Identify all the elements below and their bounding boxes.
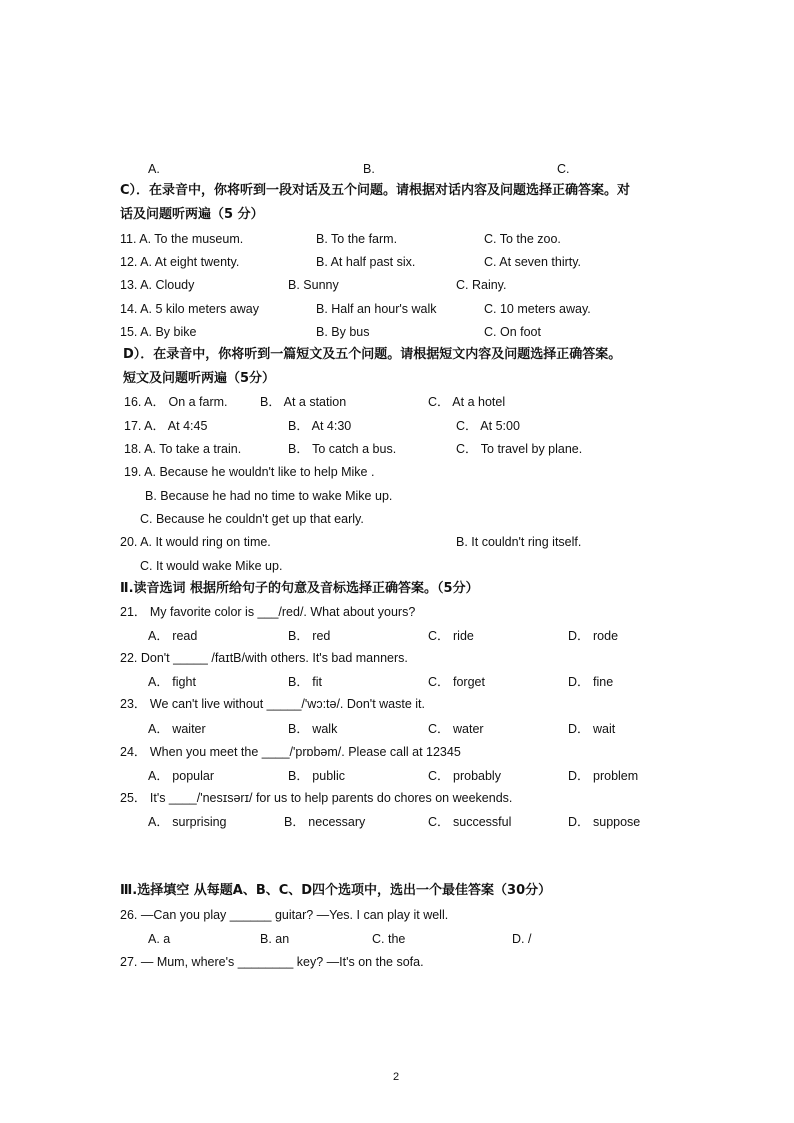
q23-option-a: A． waiter — [148, 722, 206, 736]
q19-option-c: C. Because he couldn't get up that early. — [140, 512, 364, 526]
q21-option-b: B． red — [288, 629, 331, 643]
q12-option-b: B. At half past six. — [316, 255, 416, 269]
q24-option-b: B． public — [288, 769, 345, 783]
q23-option-b: B． walk — [288, 722, 338, 736]
q13-option-b: B. Sunny — [288, 278, 339, 292]
q21-option-c: C． ride — [428, 629, 474, 643]
q16-option-c: C． At a hotel — [428, 395, 506, 409]
q25-option-a: A． surprising — [148, 815, 227, 829]
q13-option-c: C. Rainy. — [456, 278, 507, 292]
q14-option-b: B. Half an hour's walk — [316, 302, 437, 316]
q11-option-b: B. To the farm. — [316, 232, 398, 246]
q24-option-d: D． problem — [568, 769, 639, 783]
section-c-instruction-cont: 话及问题听两遍（5 分） — [120, 207, 264, 222]
q22-stem: 22. Don't _____ /faɪtB/with others. It's bad manners. — [120, 651, 408, 665]
q22-option-c: C． forget — [428, 675, 485, 689]
q26-option-d: D. / — [512, 932, 532, 946]
q22-option-a: A． fight — [148, 675, 196, 689]
page-number: 2 — [393, 1071, 400, 1083]
q17-option-c: C． At 5:00 — [456, 419, 520, 433]
q20-option-c: C. It would wake Mike up. — [140, 559, 283, 573]
q21-option-d: D． rode — [568, 629, 619, 643]
q15-option-b: B. By bus — [316, 325, 370, 339]
q27-stem: 27. — Mum, where's ________ key? —It's on the sofa. — [120, 955, 424, 969]
q26-option-a: A. a — [148, 932, 171, 946]
q24-option-a: A． popular — [148, 769, 215, 783]
q26-stem: 26. —Can you play ______ guitar? —Yes. I can play it well. — [120, 908, 449, 922]
section-d-instruction-cont: 短文及问题听两遍（5分） — [123, 371, 276, 386]
q21-stem: 21． My favorite color is ___/red/. What about yours? — [120, 605, 416, 619]
option-c-label: C. — [557, 162, 570, 176]
q19-option-a: 19. A. Because he wouldn't like to help Mike . — [124, 465, 375, 479]
q25-option-c: C． successful — [428, 815, 512, 829]
q21-option-a: A． read — [148, 629, 198, 643]
q23-stem: 23． We can't live without _____/'wɔ:tə/. Don't waste it. — [120, 697, 425, 711]
q14-option-c: C. 10 meters away. — [484, 302, 591, 316]
q24-stem: 24． When you meet the ____/'prɒbəm/. Please call at 12345 — [120, 745, 461, 759]
q14-option-a: 14. A. 5 kilo meters away — [120, 302, 259, 316]
option-b-label: B. — [363, 162, 375, 176]
q16-option-a: 16. A． On a farm. — [124, 395, 228, 409]
q18-option-a: 18. A. To take a train. — [124, 442, 242, 456]
q13-option-a: 13. A. Cloudy — [120, 278, 195, 292]
q16-option-b: B． At a station — [260, 395, 347, 409]
q26-option-c: C. the — [372, 932, 406, 946]
q19-option-b: B. Because he had no time to wake Mike up. — [145, 489, 393, 503]
q25-option-d: D． suppose — [568, 815, 641, 829]
q20-option-b: B. It couldn't ring itself. — [456, 535, 582, 549]
q23-option-c: C． water — [428, 722, 484, 736]
q24-option-c: C． probably — [428, 769, 501, 783]
q11-option-c: C. To the zoo. — [484, 232, 561, 246]
section-d-instruction: D）．在录音中，你将听到一篇短文及五个问题。请根据短文内容及问题选择正确答案。 — [123, 347, 622, 362]
q17-option-a: 17. A． At 4:45 — [124, 419, 208, 433]
q12-option-c: C. At seven thirty. — [484, 255, 582, 269]
q11-option-a: 11. A. To the museum. — [120, 232, 244, 246]
q22-option-d: D． fine — [568, 675, 614, 689]
section-2-heading: Ⅱ.读音选词 根据所给句子的句意及音标选择正确答案。（5分） — [120, 581, 479, 596]
q12-option-a: 12. A. At eight twenty. — [120, 255, 240, 269]
q15-option-a: 15. A. By bike — [120, 325, 197, 339]
q18-option-c: C． To travel by plane. — [456, 442, 583, 456]
q22-option-b: B． fit — [288, 675, 323, 689]
section-3-heading: Ⅲ.选择填空 从每题A、B、C、D四个选项中，选出一个最佳答案（30分） — [120, 883, 552, 898]
q17-option-b: B． At 4:30 — [288, 419, 352, 433]
q18-option-b: B． To catch a bus. — [288, 442, 397, 456]
q26-option-b: B. an — [260, 932, 290, 946]
q15-option-c: C. On foot — [484, 325, 541, 339]
q20-option-a: 20. A. It would ring on time. — [120, 535, 271, 549]
section-c-instruction: C）．在录音中，你将听到一段对话及五个问题。请根据对话内容及问题选择正确答案。对 — [120, 183, 631, 198]
option-a-label: A. — [148, 162, 160, 176]
q25-option-b: B． necessary — [284, 815, 366, 829]
q23-option-d: D． wait — [568, 722, 616, 736]
q25-stem: 25． It's ____/'nesɪsərɪ/ for us to help parents do chores on weekends. — [120, 791, 513, 805]
